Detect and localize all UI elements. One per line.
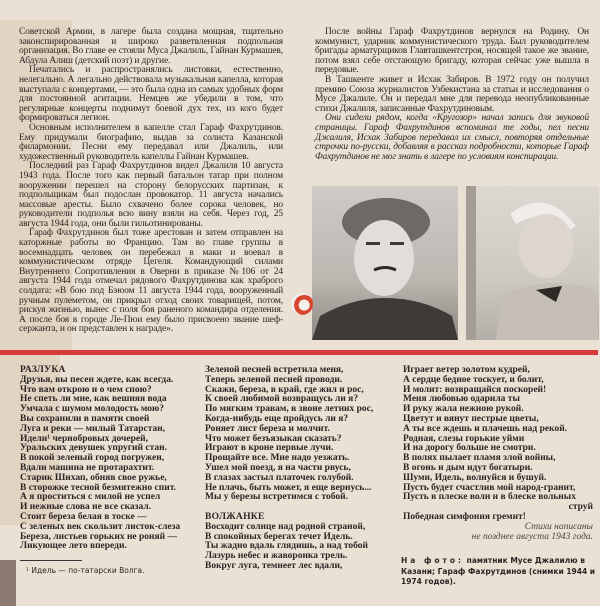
sticker-decoration [291, 293, 313, 315]
poem-line: В полях пылает пламя злой войны, [403, 453, 556, 464]
footnote: ¹ Идель — по-татарски Волга. [26, 566, 145, 575]
article-left-column [19, 28, 283, 335]
poem-line: Ликующее лето впереди. [20, 541, 127, 552]
poem-line: По мягким травам, в звоне летних рос, [205, 404, 374, 415]
poem-line: Зеленой песней встретила меня, [205, 365, 344, 375]
footnote-rule [20, 560, 82, 561]
poem-line: Вы сохранили в памяти своей [20, 413, 150, 424]
poem-line: А ты все ждешь и плачешь над рекой. [403, 423, 568, 434]
poem-line: Вокруг луга, темнеет лес вдали, [205, 560, 343, 571]
article-paragraph: В Ташкенте живет и Исхак Забиров. В 1972 году он получил премию Союза журналистов Узбекистана за статьи и исследования о Мусе Джалиле. Он и передал мне для перевода неопубликованные стихи Джалиля, записанные Фахрутдиновым. [315, 74, 589, 114]
poem-line: Меня любовью одарила ты [403, 394, 520, 405]
poem-line: Восходит солнце над родной страной, [205, 521, 366, 532]
poem-line: Мы у березы встретимся с тобой. [205, 492, 349, 503]
poem-stanza [403, 366, 593, 503]
poem-stanza [205, 523, 399, 572]
poem-line: В покой зеленый город погружен, [20, 453, 165, 464]
poem-line: Когда-нибудь еще пройдусь ли я? [205, 413, 349, 424]
poem-line: И нежные слова не все сказал. [20, 502, 152, 513]
poem-line: Не спеть ли мне, как вешняя вода [20, 394, 167, 405]
poem-line: Цветут и вянут пестрые цветы, [403, 413, 539, 424]
poem-column-3 [403, 366, 593, 542]
poem-line: струй [568, 502, 593, 513]
poem-line: Родная, слезы горькие уйми [403, 433, 525, 444]
poem-line: Стоит береза белая в тоске — [20, 511, 147, 522]
poem-signature: не позднее августа 1943 года. [471, 531, 593, 542]
article-paragraph: Советской Армии, в лагере была создана мощная, тщательно законспирированная и широко разветвленная подпольная организация. Во главе ее стояли Муса Джалиль, Гайнан Курмашев, Абдула Алиш (детский поэт) и другие. [19, 27, 283, 66]
article-paragraph: Печатались и распространялись листовки, естественно, нелегально. А легально действовала музыкальная капелла, которая выступала с концертами, — это была одна из самых удобных форм для постоянной агитации. Немцев же убедили в том, что регулярные концерты поднимут боевой дух тех, из кого будет формироваться легион. [19, 65, 283, 124]
poem-line: В спокойных берегах течет Идель. [205, 531, 353, 542]
poem-line: Идели¹ чернобровых дочерей, [20, 433, 148, 444]
article-paragraph: После войны Гараф Фахрутдинов вернулся на Родину. Он коммунист, ударник коммунистического труда. Был руководителем бригады арматурщиков Главташкентстроя, носящей такое же звание, потом взял себе отстающую бригаду, которая сейчас уже вышла в передовые. [315, 27, 589, 76]
photo-fakhrutdinov-1944 [312, 186, 458, 340]
poem-line: Ушел мой поезд, я на части рвусь, [205, 462, 351, 473]
poem-line: Уральских девушек упругий стан. [20, 443, 167, 454]
poem-line: В глазах застыл платочек голубой. [205, 472, 354, 483]
poem-line: Лазурь небес и жаворонка трель. [205, 551, 348, 562]
photo-caption [401, 556, 597, 588]
poem-line: Умчала с шумом молодость мою? [20, 404, 165, 415]
red-divider [0, 350, 598, 355]
caption-lead: На фото: [401, 556, 465, 565]
poem-line: Победная симфония гремит! [403, 511, 526, 522]
poem-line: Старик Шихап, обняв свое ружье, [20, 472, 167, 483]
photo-fakhrutdinov-1974 [466, 186, 599, 340]
poem-line: Ты жадно вдаль глядишь, а над тобой [205, 541, 369, 552]
poem-column-1 [20, 366, 202, 552]
poem-line: Вдали машина не протарахтит. [20, 462, 155, 473]
poem-line: Что вам открою и о чем спою? [20, 384, 152, 395]
poem-line: И молит: возвращайся поскорей! [403, 384, 547, 395]
poem-stanza [205, 366, 399, 503]
poem-line: Береза, листьев горьких не роняй — [20, 531, 178, 542]
poem-column-2 [205, 366, 399, 572]
poem-line: Пусть будет счастлив мой народ-гранит, [403, 482, 576, 493]
poem-line: Прощайте все. Мне надо уезжать. [205, 453, 350, 464]
poem-line: Роняет лист береза и молчит. [205, 423, 330, 434]
poem-line: Теперь зеленой песней проводи. [205, 374, 343, 385]
article-paragraph: Основным исполнителем в капелле стал Гараф Фахрутдинов. Ему придумали биографию, выдав за солиста Казанской филармонии. Песни ему передавал или Джалиль, или художественный руководитель капеллы Гайнан Курмашев. [19, 122, 283, 162]
poem-line: Не плачь, быть может, я еще вернусь... [205, 482, 372, 493]
article-paragraph: Гараф Фахрутдинов был тоже арестован и затем отправлен на каторжные работы во Францию. Там во главе группы в восемнадцать человек он перебежал в маки и воевал в коммунистическом отряде Цегеля. Командующий силами Внутреннего Сопротивления в Оверни в приказе №106 от 24 августа 1944 года отмечал рядового Фахрутдинова как храброго солдата: «В бою под Бэюом 11 августа 1944 года, вооруженный ручным пулеметом, он прикрыл отход своих товарищей, потом, рискуя жизнью, вынес с поля боя раненого командира отделения. А после боя в городе Ле-Пюи ему было присвоено звание шеф-сержанта, и он представлен к награде». [19, 228, 283, 335]
poem-line: А я проститься с милой не успел [20, 492, 161, 503]
page-corner [0, 560, 16, 606]
poem-line: К своей любимой возвращусь ли я? [205, 394, 359, 405]
article-right-column [315, 28, 589, 162]
article-paragraph: Последний раз Гараф Фахрутдинов видел Джалиля 10 августа 1943 года. После того как первый батальон татар при полном вооружении перешел на сторону белорусских партизан, к подпольщикам был подослан провокатор. 11 августа начались массовые аресты. Было схвачено более сорока человек, но руководители подполья всю вину взяли на себя. Через год, 25 августа 1944 года, они были гильотинированы. [19, 161, 283, 229]
poem-line: И на дорогу больше не смотри. [403, 443, 536, 454]
poem-line: Что может безъязыкая сказать? [205, 433, 342, 444]
poem-line: Играют в кроне первые лучи. [205, 443, 334, 454]
italic-paragraph: Они сидели рядом, когда «Кругозор» начал запись для звуковой страницы. Гараф Фахрутдинов вспоминал те годы, пел песни Джалиля, Исхак Забиров передавал их смысл, повторяя отдельные строчки по-русски, добавляя в рассказ подробности, которые Гараф Фахрутдинов не мог знать в лагере по условиям конспирации. [315, 113, 589, 162]
poem-signature: Стихи написаны [524, 521, 593, 532]
poem-line: Скажи, береза, в край, где жил и рос, [205, 384, 364, 395]
poem-line: И руку жала нежною рукой. [403, 404, 524, 415]
poem-line: Друзья, вы песен ждете, как всегда. [20, 374, 174, 385]
poem-line: Луга и реки — милый Татарстан, [20, 423, 166, 434]
poem-title-volzhanke: ВОЛЖАНКЕ [205, 511, 265, 522]
poem-line: В огонь и дым идут богатыри. [403, 462, 533, 473]
poem-line: Играет ветер золотом кудрей, [403, 365, 530, 375]
caption-text: памятник Мусе Джалилю в Казани; Гараф Фахрутдинов (снимки 1944 и 1974 годов). [401, 556, 596, 586]
poem-title-razluka: РАЗЛУКА [20, 365, 66, 375]
poem-line: Пусть в плеске волн и в блеске вольных [403, 492, 576, 503]
poem-line: А сердце бедное тоскует, и болит, [403, 374, 544, 385]
poem-line: В сторожке тесной безмятежно спит. [20, 482, 177, 493]
poem-line: С зеленых век скользит листок-слеза [20, 521, 181, 532]
poem-line: Шуми, Идель, волнуйся и бушуй. [403, 472, 547, 483]
poem-stanza [20, 376, 202, 552]
